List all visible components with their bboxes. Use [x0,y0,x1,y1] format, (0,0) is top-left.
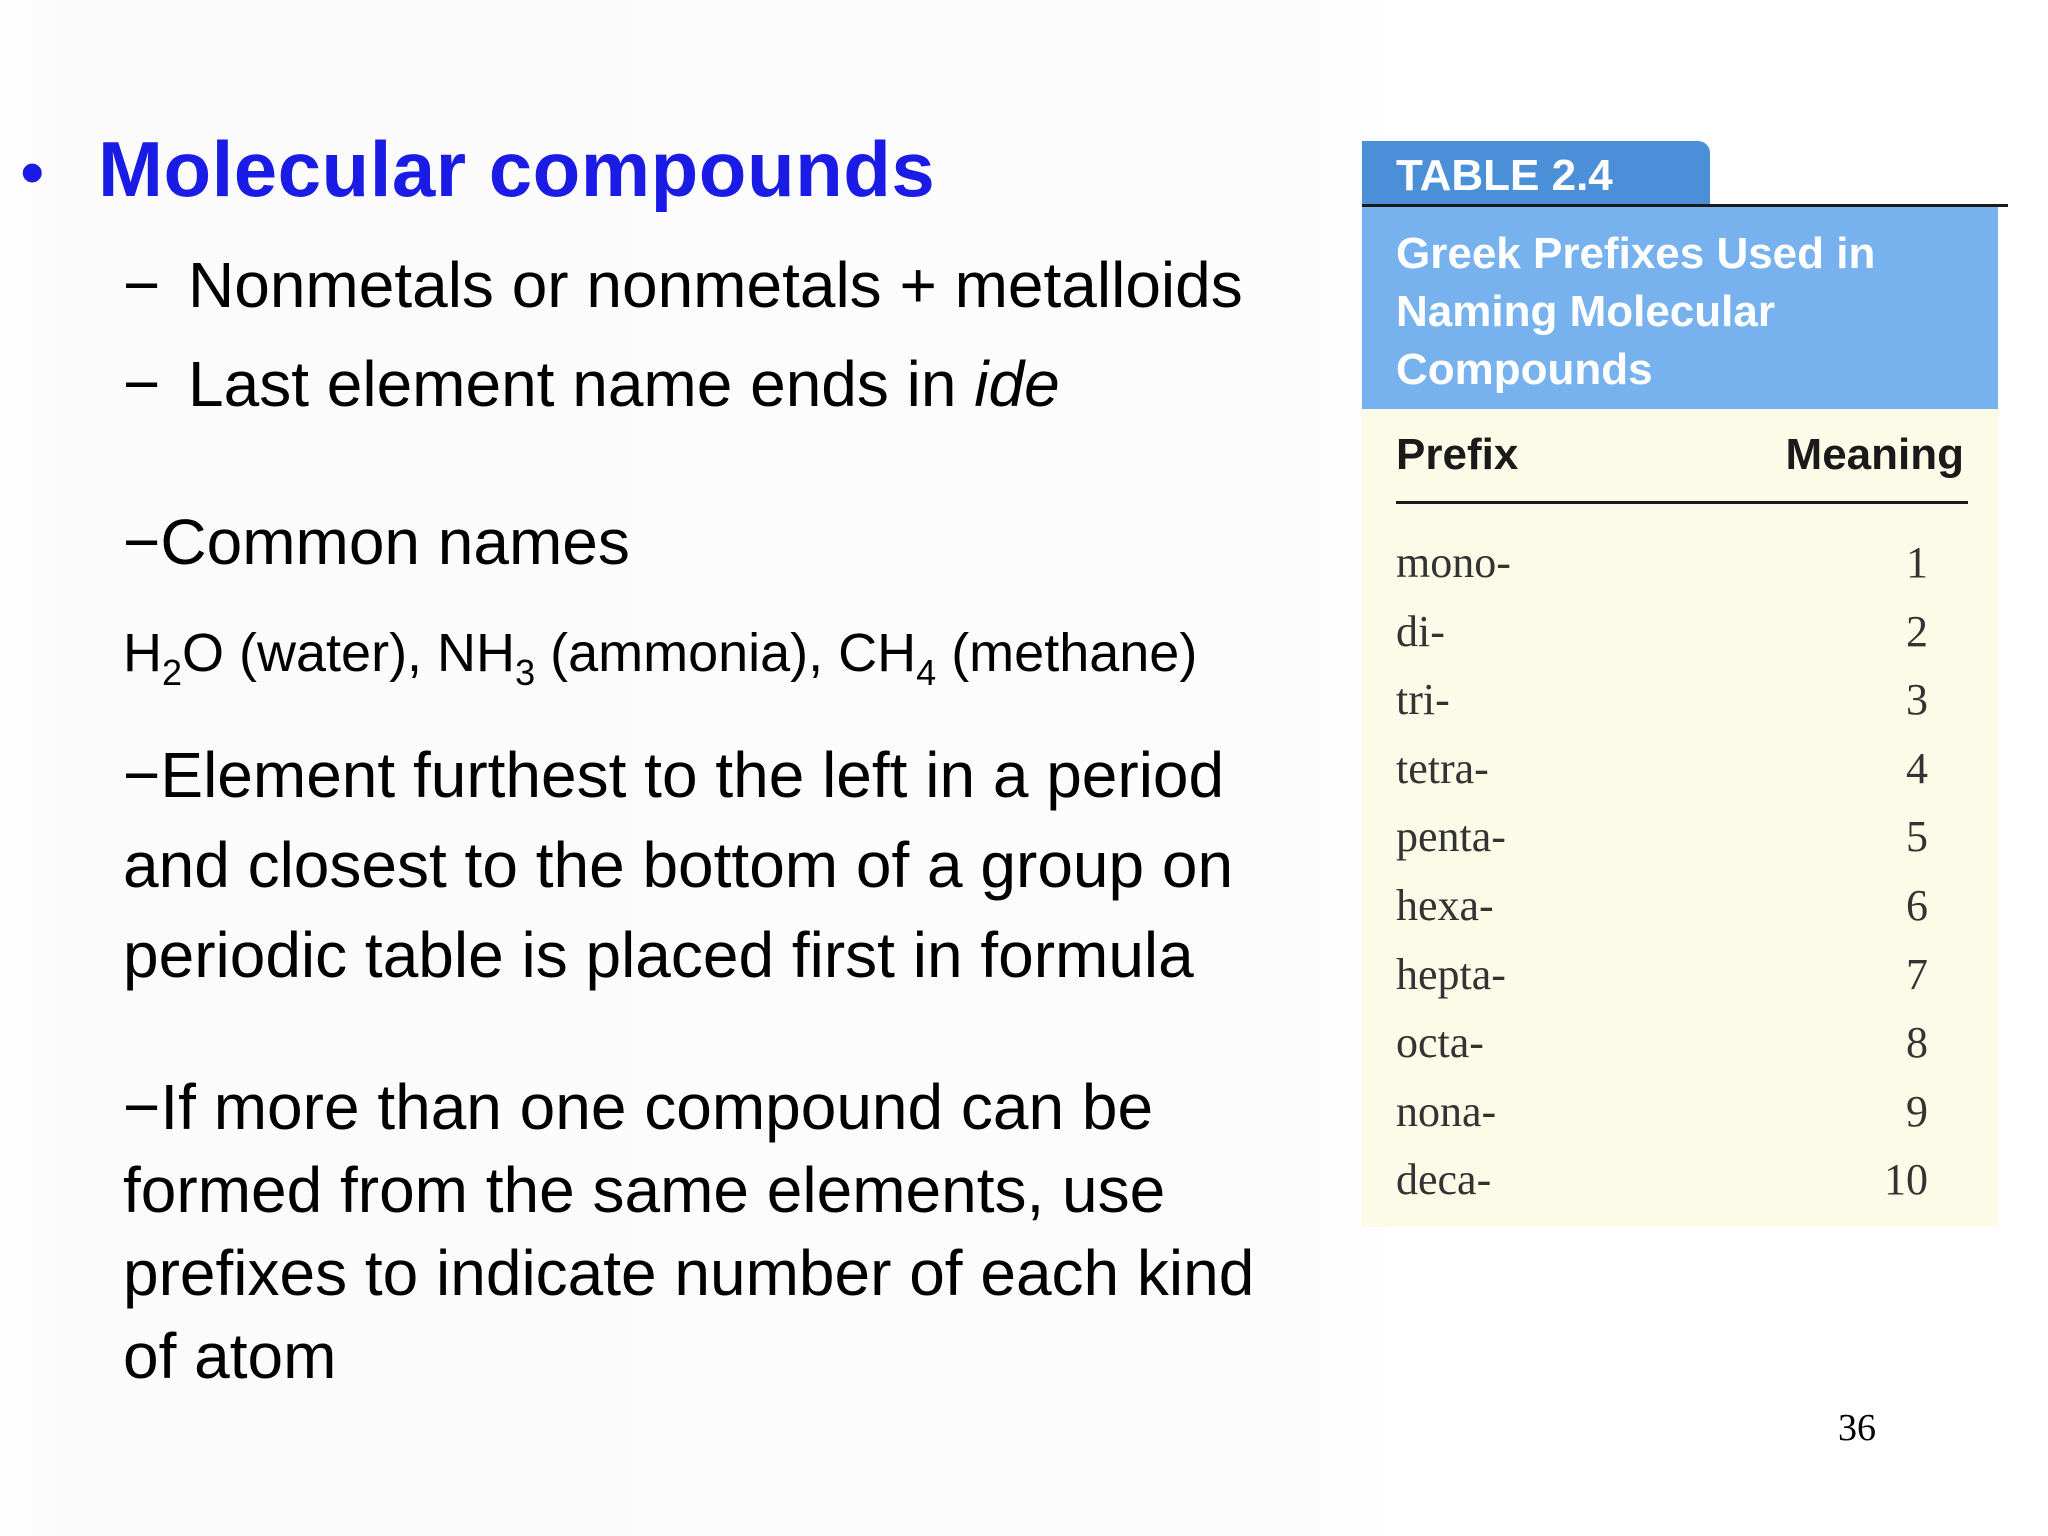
sub-bullet-italic: ide [974,348,1060,420]
table-body [1362,409,1998,1227]
rule-line: of atom [123,1320,337,1392]
prefix-cell: di- [1396,606,1445,656]
examples-line [123,623,1198,693]
meaning-cell: 6 [1906,881,1928,930]
prefix-cell: tri- [1396,675,1450,725]
rule-line: −Element furthest to the left in a period [123,739,1225,811]
subscript: 4 [916,652,937,693]
prefix-cell: hexa- [1396,881,1494,930]
meaning-cell: 8 [1906,1018,1928,1068]
sub-bullet-text-plain: Last element name ends in [188,348,975,420]
table-row [1396,743,1928,793]
prefix-cell: octa- [1396,1018,1484,1068]
sub-bullet-text: Nonmetals or nonmetals + metalloids [188,249,1243,321]
meaning-cell: 5 [1906,812,1928,862]
example-text: H [123,623,162,683]
meaning-cell: 4 [1906,743,1928,793]
table-label-tab [1362,141,1710,204]
slide-heading: Molecular compounds [98,125,936,213]
rule-line: periodic table is placed first in formula [123,919,1194,991]
table-caption [1362,207,1998,409]
prefix-cell: hepta- [1396,949,1506,999]
prefix-rule [123,1066,1254,1398]
table-row [1396,1086,1928,1136]
main-bullet [20,125,936,213]
prefix-cell: tetra- [1396,743,1489,793]
table-row [1396,949,1928,999]
column-header-meaning: Meaning [1785,430,1964,479]
subscript: 3 [515,652,536,693]
rule-line: formed from the same elements, use [123,1154,1166,1226]
table-row [1396,1018,1928,1068]
meaning-cell: 1 [1906,538,1928,587]
dash-icon: − [123,348,161,420]
example-text: (methane) [936,623,1198,683]
table-row [1396,538,1928,587]
meaning-cell: 7 [1906,949,1928,999]
table-row [1396,675,1928,725]
rule-line: prefixes to indicate number of each kind [123,1237,1255,1309]
table-row [1396,881,1928,930]
column-header-prefix: Prefix [1396,430,1519,479]
meaning-cell: 3 [1906,675,1928,725]
prefix-cell: mono- [1396,538,1511,587]
page-number: 36 [1838,1407,1876,1449]
bullet-dot-icon: • [20,133,45,211]
caption-line: Greek Prefixes Used in [1396,229,1876,278]
prefix-cell: deca- [1396,1155,1492,1205]
rule-line: and closest to the bottom of a group on [123,829,1234,901]
prefix-cell: penta- [1396,812,1506,862]
caption-line: Naming Molecular [1396,287,1775,336]
meaning-cell: 2 [1906,606,1928,656]
meaning-cell: 10 [1884,1155,1928,1205]
sub-bullet-text [188,348,1060,420]
prefix-cell: nona- [1396,1086,1497,1136]
greek-prefix-table [1362,141,1998,1227]
table-row [1396,812,1928,862]
common-names-label: −Common names [123,506,630,578]
element-order-rule [123,730,1233,1000]
table-row [1396,1155,1928,1205]
dash-icon: − [123,249,161,321]
table-header-rule [1396,501,1968,504]
sub-bullet-nonmetals [123,249,1243,321]
example-text: (ammonia), CH [535,623,917,683]
rule-line: −If more than one compound can be [123,1071,1154,1143]
table-label: TABLE 2.4 [1396,151,1613,200]
subscript: 2 [162,652,183,693]
table-row [1396,606,1928,656]
example-text: O (water), NH [182,623,516,683]
table-header-row [1396,430,1964,479]
sub-bullet-ide [123,348,1060,420]
caption-line: Compounds [1396,345,1653,394]
meaning-cell: 9 [1906,1086,1928,1136]
